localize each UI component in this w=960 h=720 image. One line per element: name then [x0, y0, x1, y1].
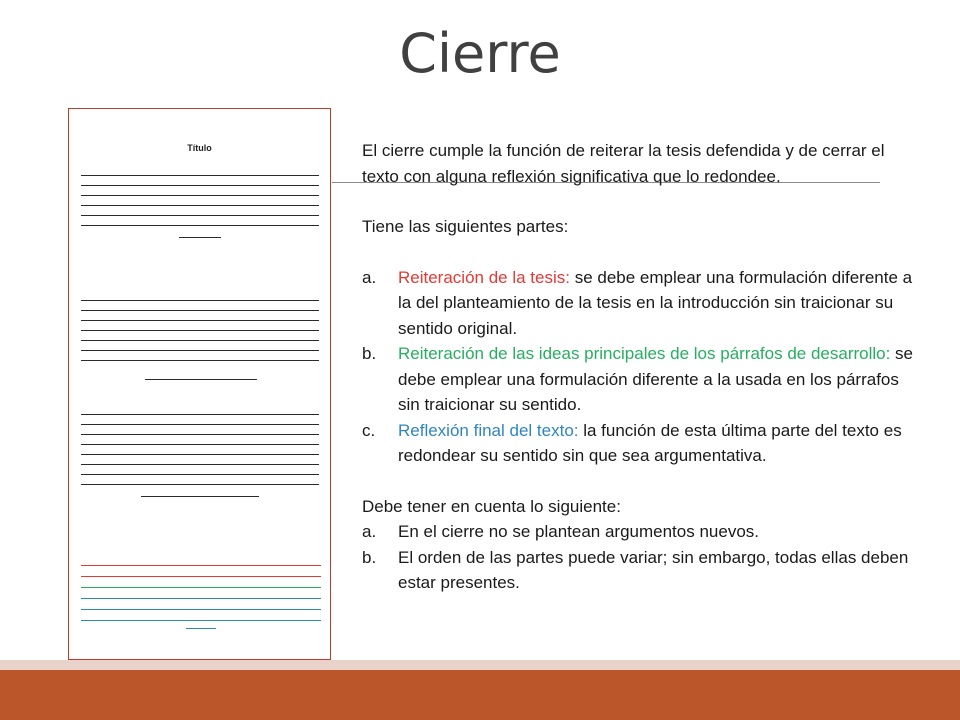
doc-text-line — [81, 484, 319, 485]
body-text — [362, 138, 914, 596]
parts-heading: Tiene las siguientes partes: — [362, 217, 569, 236]
doc-closing-line-blue — [81, 620, 321, 621]
part-label-reiteracion-tesis: Reiteración de la tesis: — [398, 267, 570, 287]
doc-text-line — [81, 195, 319, 196]
doc-text-line — [81, 175, 319, 176]
list-marker: a. — [362, 267, 377, 287]
doc-text-line — [81, 340, 319, 341]
doc-text-line — [81, 444, 319, 445]
doc-text-line — [81, 350, 319, 351]
doc-closing-line-red — [81, 565, 321, 566]
doc-text-line — [81, 320, 319, 321]
list-marker: b. — [362, 344, 377, 363]
doc-text-line — [81, 414, 319, 415]
intro-paragraph: El cierre cumple la función de reiterar la tesis defendida y de cerrar el texto con alguna reflexión significativa que lo redondee. — [362, 141, 885, 186]
doc-text-line — [81, 360, 319, 361]
part-description: la función de esta última parte del texto es redondear su sentido sin que sea argumentativa. — [398, 420, 902, 465]
notes-list — [362, 519, 914, 596]
part-item-reflexion-final — [362, 418, 914, 469]
part-label-reiteracion-ideas: Reiteración de las ideas principales de los párrafos de desarrollo: — [398, 344, 891, 363]
note-item — [362, 519, 914, 545]
doc-text-line — [81, 424, 319, 425]
doc-closing-line-red — [81, 576, 321, 577]
footer-accent-strip — [0, 660, 960, 670]
part-item-reiteracion-ideas — [362, 341, 914, 418]
slide-title: Cierre — [399, 22, 561, 85]
doc-closing-line-blue — [81, 609, 321, 610]
doc-text-line — [81, 434, 319, 435]
document-thumbnail — [68, 108, 331, 660]
doc-text-line — [81, 474, 319, 475]
footer-bar — [0, 670, 960, 720]
doc-text-line — [145, 379, 257, 380]
list-marker: c. — [362, 420, 376, 440]
note-item — [362, 545, 914, 596]
doc-text-line — [81, 225, 319, 226]
doc-closing-line-green — [81, 587, 321, 588]
doc-text-line — [81, 330, 319, 331]
doc-text-line — [81, 300, 319, 301]
doc-text-line — [81, 185, 319, 186]
part-item-reiteracion-tesis — [362, 265, 914, 342]
note-text: En el cierre no se plantean argumentos nuevos. — [398, 522, 760, 541]
part-label-reflexion-final: Reflexión final del texto: — [398, 420, 579, 440]
part-description: se debe emplear una formulación diferente a la del planteamiento de la tesis en la introducción sin traicionar su sentido original. — [398, 267, 913, 338]
doc-text-line — [141, 496, 259, 497]
document-thumbnail-title: Título — [187, 143, 212, 153]
doc-text-line — [81, 310, 319, 311]
list-marker: a. — [362, 522, 377, 541]
note-text: El orden de las partes puede variar; sin embargo, todas ellas deben estar presentes. — [398, 547, 909, 592]
doc-text-line — [81, 464, 319, 465]
doc-text-line — [81, 454, 319, 455]
doc-closing-line-blue — [81, 598, 321, 599]
doc-text-line — [179, 237, 221, 238]
list-marker: b. — [362, 547, 377, 567]
doc-closing-line-blue — [186, 628, 216, 629]
doc-text-line — [81, 215, 319, 216]
notes-heading: Debe tener en cuenta lo siguiente: — [362, 496, 621, 516]
part-description: se debe emplear una formulación diferente a la usada en los párrafos sin traicionar su sentido. — [398, 344, 914, 414]
parts-list — [362, 265, 914, 469]
doc-text-line — [81, 205, 319, 206]
